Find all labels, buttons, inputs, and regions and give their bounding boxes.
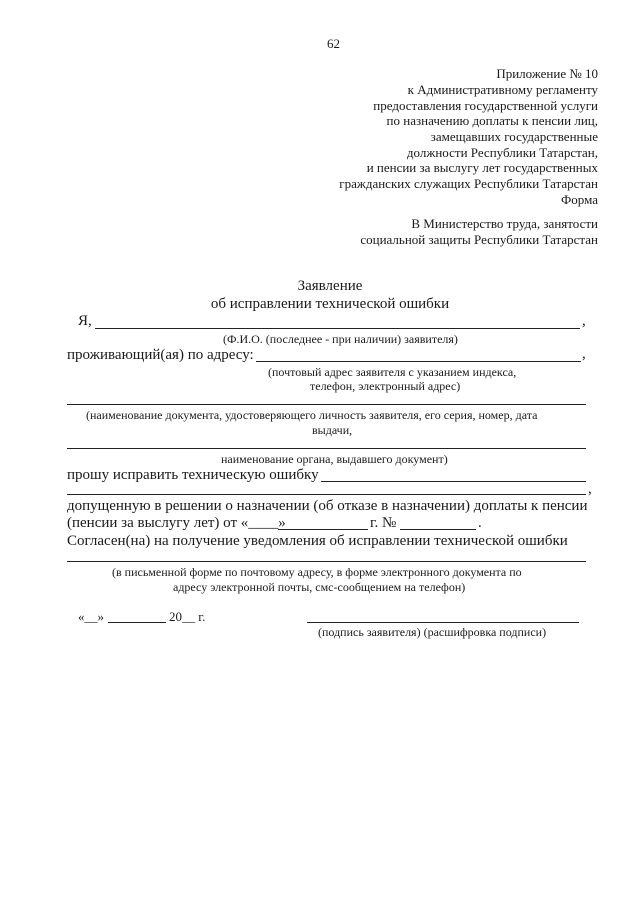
form-label: Форма	[561, 192, 598, 207]
signature-line	[307, 622, 579, 623]
document-title: Заявление	[297, 278, 363, 294]
addressee-line: В Министерство труда, занятости	[411, 216, 598, 231]
fio-line	[95, 328, 580, 329]
document-hint: (наименование документа, удостоверяющего личность заявителя, его серия, номер, дата	[86, 408, 538, 422]
addressee-line: социальной защиты Республики Татарстан	[360, 232, 598, 247]
address-line	[256, 361, 581, 362]
error-line-2	[67, 494, 586, 495]
decision-number-label: г. №	[370, 515, 397, 531]
page-number: 62	[327, 36, 340, 51]
error-line	[321, 481, 586, 482]
residing-label: проживающий(ая) по адресу:	[67, 347, 254, 363]
date-month-line	[108, 622, 166, 623]
annex-line: гражданских служащих Республики Татарстан	[339, 176, 598, 191]
decision-date-label: (пенсии за выслугу лет) от «____»	[67, 515, 286, 531]
decision-line: допущенную в решении о назначении (об отказе в назначении) доплаты к пенсии	[67, 498, 588, 514]
notify-hint: (в письменной форме по почтовому адресу, в форме электронного документа по	[112, 565, 522, 579]
issuer-line	[67, 448, 586, 449]
i-label: Я,	[78, 313, 92, 329]
notify-hint: адресу электронной почты, смс-сообщением на телефон)	[173, 580, 466, 594]
fio-hint: (Ф.И.О. (последнее - при наличии) заявителя)	[223, 332, 458, 346]
annex-line: к Административному регламенту	[407, 82, 598, 97]
date-year: 20__ г.	[169, 609, 206, 624]
annex-line: должности Республики Татарстан,	[406, 145, 598, 160]
error-comma: ,	[588, 481, 592, 497]
annex-line: замещавших государственные	[430, 129, 598, 144]
document-subtitle: об исправлении технической ошибки	[210, 296, 450, 312]
decision-date-line	[278, 529, 368, 530]
decision-end: .	[478, 515, 482, 531]
annex-line: предоставления государственной услуги	[373, 98, 598, 113]
annex-line: Приложение № 10	[496, 66, 598, 81]
signature-hint: (подпись заявителя) (расшифровка подписи)	[318, 625, 547, 639]
issuer-hint: наименование органа, выдавшего документ)	[221, 452, 448, 466]
fio-comma: ,	[582, 313, 586, 329]
request-label: прошу исправить техническую ошибку	[67, 467, 319, 483]
address-hint: телефон, электронный адрес)	[310, 379, 461, 393]
consent-label: Согласен(на) на получение уведомления об исправлении технической ошибки	[67, 533, 568, 549]
annex-line: по назначению доплаты к пенсии лиц,	[386, 113, 598, 128]
notify-line	[67, 561, 586, 562]
document-line	[67, 404, 586, 405]
decision-number-line	[400, 529, 476, 530]
date-day: «__»	[78, 609, 104, 624]
address-hint: (почтовый адрес заявителя с указанием индекса,	[268, 365, 517, 379]
address-comma: ,	[582, 346, 586, 362]
annex-line: и пенсии за выслугу лет государственных	[366, 160, 598, 175]
document-hint: выдачи,	[312, 423, 353, 437]
